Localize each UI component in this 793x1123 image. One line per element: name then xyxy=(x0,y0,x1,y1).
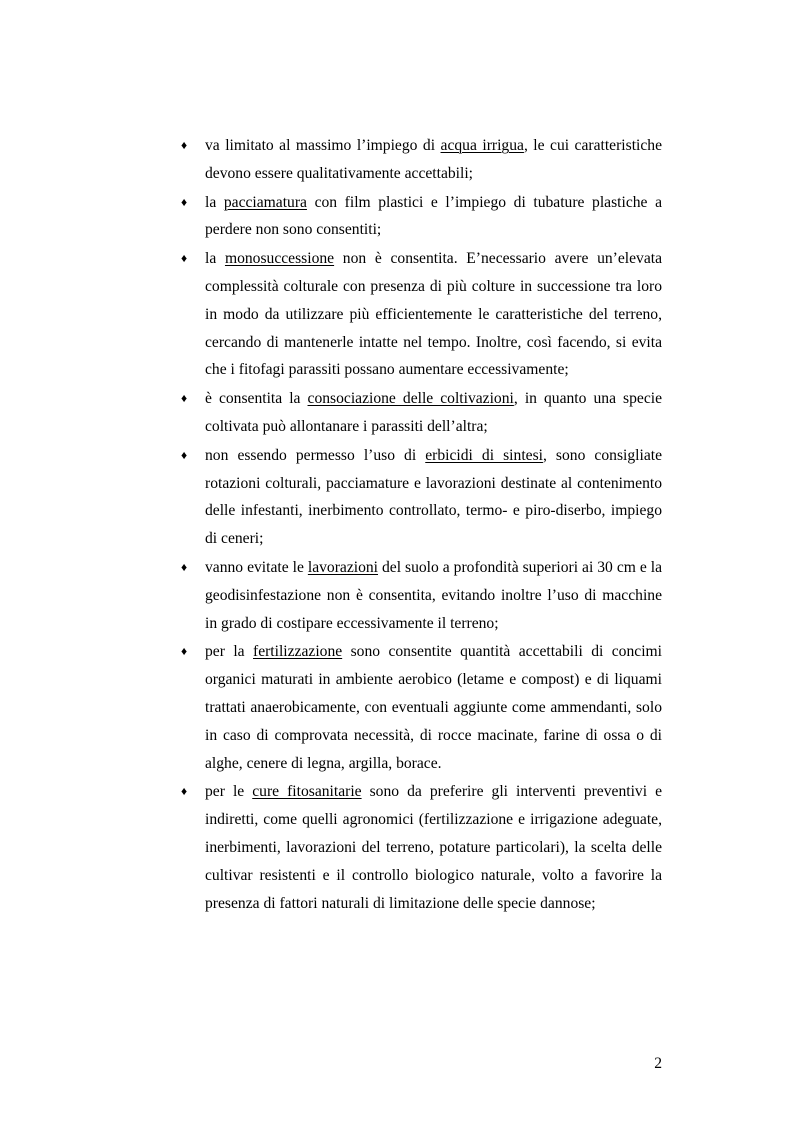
list-item xyxy=(181,132,662,188)
item-text-post: sono consentite quantità accettabili di concimi organici maturati in ambiente aerobico (letame e compost) e di liquami trattati anaerobicamente, con eventuali aggiunte come ammendanti, solo in caso di comprovata necessità, di rocce macinate, farine di ossa o di alghe, cenere di legna, argilla, borace. xyxy=(205,643,662,772)
list-item xyxy=(181,385,662,441)
item-text-post: , le cui caratteristiche devono essere qualitativamente accettabili; xyxy=(205,137,662,182)
item-text-pre: per la xyxy=(205,643,253,661)
item-term: consociazione delle coltivazioni xyxy=(307,390,514,408)
diamond-bullet-icon: ♦ xyxy=(181,559,188,574)
item-term: monosuccessione xyxy=(224,250,335,268)
diamond-bullet-icon: ♦ xyxy=(181,644,188,659)
bullet-list xyxy=(181,132,662,918)
item-text-post: , in quanto una specie coltivata può allontanare i parassiti dell’altra; xyxy=(205,390,662,435)
item-text-pre: è consentita la xyxy=(205,390,308,408)
diamond-bullet-icon: ♦ xyxy=(181,138,188,152)
item-term: pacciamatura xyxy=(223,193,307,211)
diamond-bullet-icon: ♦ xyxy=(181,194,188,209)
list-item xyxy=(181,189,662,245)
item-term: acqua irrigua xyxy=(440,137,524,154)
item-term: fertilizzazione xyxy=(253,643,343,661)
diamond-bullet-icon: ♦ xyxy=(181,784,188,799)
list-item xyxy=(181,554,662,637)
item-term: lavorazioni xyxy=(307,558,379,576)
item-text-pre: la xyxy=(205,193,224,211)
item-text-pre: va limitato al massimo l’impiego di xyxy=(205,137,441,154)
list-item xyxy=(181,778,662,917)
page-number: 2 xyxy=(654,1055,662,1072)
item-text-pre: la xyxy=(205,250,225,268)
item-text-pre: vanno evitate le xyxy=(205,558,308,576)
diamond-bullet-icon: ♦ xyxy=(181,447,188,462)
item-term: erbicidi di sintesi xyxy=(425,446,543,464)
item-text-post: con film plastici e l’impiego di tubature plastiche a perdere non sono consentiti; xyxy=(205,193,662,239)
item-text-pre: per le xyxy=(205,783,253,801)
item-text-pre: non essendo permesso l’uso di xyxy=(205,446,426,464)
item-term: cure fitosanitarie xyxy=(252,783,362,801)
item-text-post: del suolo a profondità superiori ai 30 cm e la geodisinfestazione non è consentita, evitando inoltre l’uso di macchine in grado di costipare eccessivamente il terreno; xyxy=(205,558,662,632)
diamond-bullet-icon: ♦ xyxy=(181,251,188,266)
list-item xyxy=(181,442,662,553)
diamond-bullet-icon: ♦ xyxy=(181,391,188,406)
list-item xyxy=(181,245,662,384)
item-text-post: , sono consigliate rotazioni colturali, pacciamature e lavorazioni destinate al contenimento delle infestanti, inerbimento controllato, termo- e piro-diserbo, impiego di ceneri; xyxy=(205,446,662,548)
list-item xyxy=(181,638,662,777)
item-text-post: non è consentita. E’necessario avere un’elevata complessità colturale con presenza di più colture in successione tra loro in modo da utilizzare più efficientemente le caratteristiche del terreno, cercando di mantenerle intatte nel tempo. Inoltre, così facendo, si evita che i fitofagi parassiti possano aumentare eccessivamente; xyxy=(205,250,663,379)
item-text-post: sono da preferire gli interventi preventivi e indiretti, come quelli agronomici (fertilizzazione e irrigazione adeguate, inerbimenti, lavorazioni del terreno, potature particolari), la scelta delle cultivar resistenti e il controllo biologico naturale, volto a favorire la presenza di fattori naturali di limitazione delle specie dannose; xyxy=(205,783,662,912)
